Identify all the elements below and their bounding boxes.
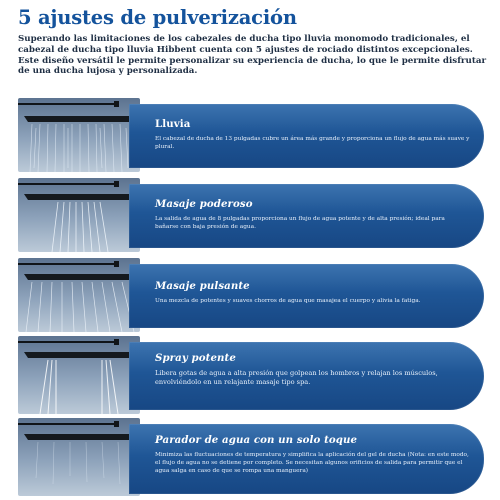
mode-description: Libera gotas de agua a alta presión que golpean los hombros y relajan los músculos, envolviéndolo en un relajante masaje tipo spa. (155, 369, 438, 387)
mode-title: Lluvia (155, 118, 191, 130)
mode-description: El cabezal de ducha de 13 pulgadas cubre un área más grande y proporciona un flujo de agua más suave y plural. (155, 136, 470, 150)
mode-description: Una mezcla de potentes y suaves chorros de agua que masajea el cuerpo y alivia la fatiga. (155, 298, 421, 304)
showerhead-spray-image (18, 336, 140, 414)
mode-row-pulsating-massage (18, 258, 484, 332)
mode-description: Minimiza las fluctuaciones de temperatura y simplifica la aplicación del gel de ducha (Nota: en este modo, el flujo de agua no se detiene por completo. Se necesitan algunos orificios de salida para permitir que el agua salga en caso de que se rompa una manguera) (155, 452, 469, 474)
mode-row-powerful-massage (18, 178, 484, 252)
mode-panel-powerful-spray (129, 342, 484, 410)
mode-panel-water-stop (129, 424, 484, 494)
page-title: 5 ajustes de pulverización (18, 6, 297, 29)
mode-row-powerful-spray (18, 336, 484, 414)
showerhead-stop-image (18, 418, 140, 496)
intro-paragraph: Superando las limitaciones de los cabezales de ducha tipo lluvia monomodo tradicionales, el cabezal de ducha tipo lluvia Hibbent cuenta con 5 ajustes de rociado distintos excepcionales. Este diseño versátil le permite personalizar su experiencia de ducha, lo que le permite disfrutar de una ducha lujosa y personalizada. (18, 34, 487, 77)
mode-panel-pulsating-massage (129, 264, 484, 328)
mode-description: La salida de agua de 8 pulgadas proporciona un flujo de agua potente y de alta presión; ideal para bañarse con baja presión de agua. (155, 216, 445, 230)
showerhead-rain-image (18, 98, 140, 172)
mode-row-water-stop (18, 418, 484, 496)
mode-panel-rain (129, 104, 484, 168)
mode-panel-powerful-massage (129, 184, 484, 248)
mode-title: Masaje pulsante (155, 280, 250, 292)
mode-title: Spray potente (155, 352, 236, 364)
showerhead-pulse-image (18, 258, 140, 332)
showerhead-massage-image (18, 178, 140, 252)
mode-title: Masaje poderoso (155, 198, 253, 210)
mode-row-rain (18, 98, 484, 172)
mode-title: Parador de agua con un solo toque (155, 434, 358, 446)
